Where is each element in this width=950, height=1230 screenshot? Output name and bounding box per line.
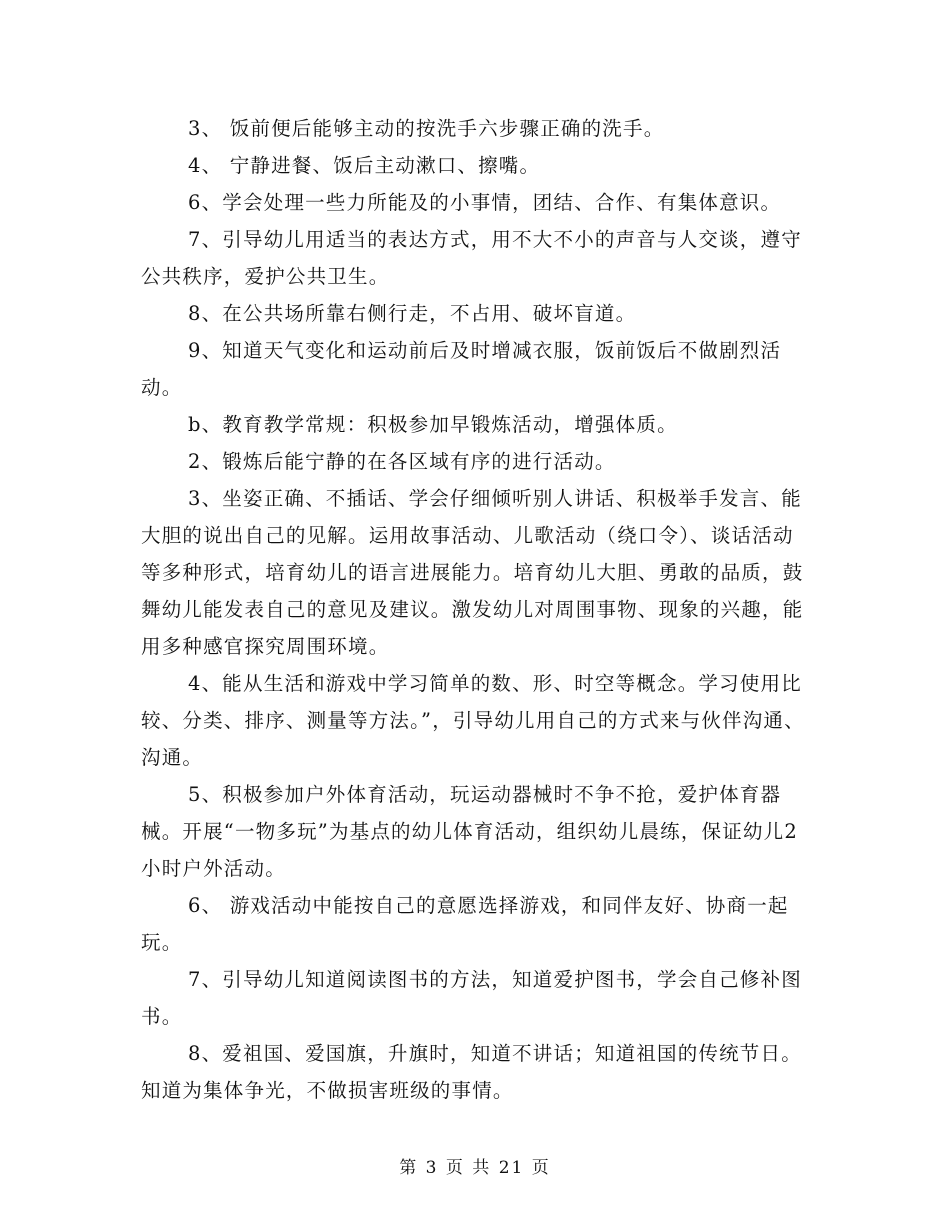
page-number-footer: 第 3 页 共 21 页 xyxy=(399,1158,551,1178)
paragraph-reading-books: 7、引导幼儿知道阅读图书的方法，知道爱护图书，学会自己修补图书。 xyxy=(141,968,802,1028)
paragraph-weather-clothing: 9、知道天气变化和运动前后及时增减衣服，饭前饭后不做剧烈活动。 xyxy=(141,339,782,399)
paragraph-language-development: 3、坐姿正确、不插话、学会仔细倾听别人讲话、积极举手发言、能大胆的说出自己的见解。运用故事活动、儿歌活动（绕口令）、谈话活动等多种形式，培育幼儿的语言进展能力。培育幼儿大胆、勇敢的品质，鼓舞幼儿能发表自己的意见及建议。激发幼儿对周围事物、现象的兴趣，能用多种感官探究周围环境。 xyxy=(141,487,804,658)
document-body xyxy=(141,110,811,1109)
paragraph-small-tasks: 6、学会处理一些力所能及的小事情，团结、合作、有集体意识。 xyxy=(188,191,782,214)
paragraph-public-walking: 8、在公共场所靠右侧行走，不占用、破坏盲道。 xyxy=(188,302,637,325)
paragraph-game-activities: 6、 游戏活动中能按自己的意愿选择游戏，和同伴友好、协商一起玩。 xyxy=(141,894,789,954)
paragraph-teaching-routine: b、教育教学常规：积极参加早锻炼活动，增强体质。 xyxy=(188,413,678,436)
paragraph-outdoor-sports: 5、积极参加户外体育活动，玩运动器械时不争不抢，爱护体育器械。开展“一物多玩”为基点的幼儿体育活动，组织幼儿晨练，保证幼儿2小时户外活动。 xyxy=(141,783,798,880)
paragraph-polite-expression: 7、引导幼儿用适当的表达方式，用不大不小的声音与人交谈，遵守公共秩序，爱护公共卫生。 xyxy=(141,228,802,288)
paragraph-post-exercise: 2、锻炼后能宁静的在各区域有序的进行活动。 xyxy=(188,450,616,473)
paragraph-hygiene-handwashing: 3、 饭前便后能够主动的按洗手六步骤正确的洗手。 xyxy=(188,117,665,140)
paragraph-math-concepts: 4、能从生活和游戏中学习简单的数、形、时空等概念。学习使用比较、分类、排序、测量等方法。”，引导幼儿用自己的方式来与伙伴沟通、沟通。 xyxy=(141,672,805,769)
paragraph-patriotism: 8、爱祖国、爱国旗，升旗时，知道不讲话；知道祖国的传统节日。知道为集体争光，不做损害班级的事情。 xyxy=(141,1042,802,1102)
paragraph-quiet-eating: 4、 宁静进餐、饭后主动漱口、擦嘴。 xyxy=(188,154,541,177)
